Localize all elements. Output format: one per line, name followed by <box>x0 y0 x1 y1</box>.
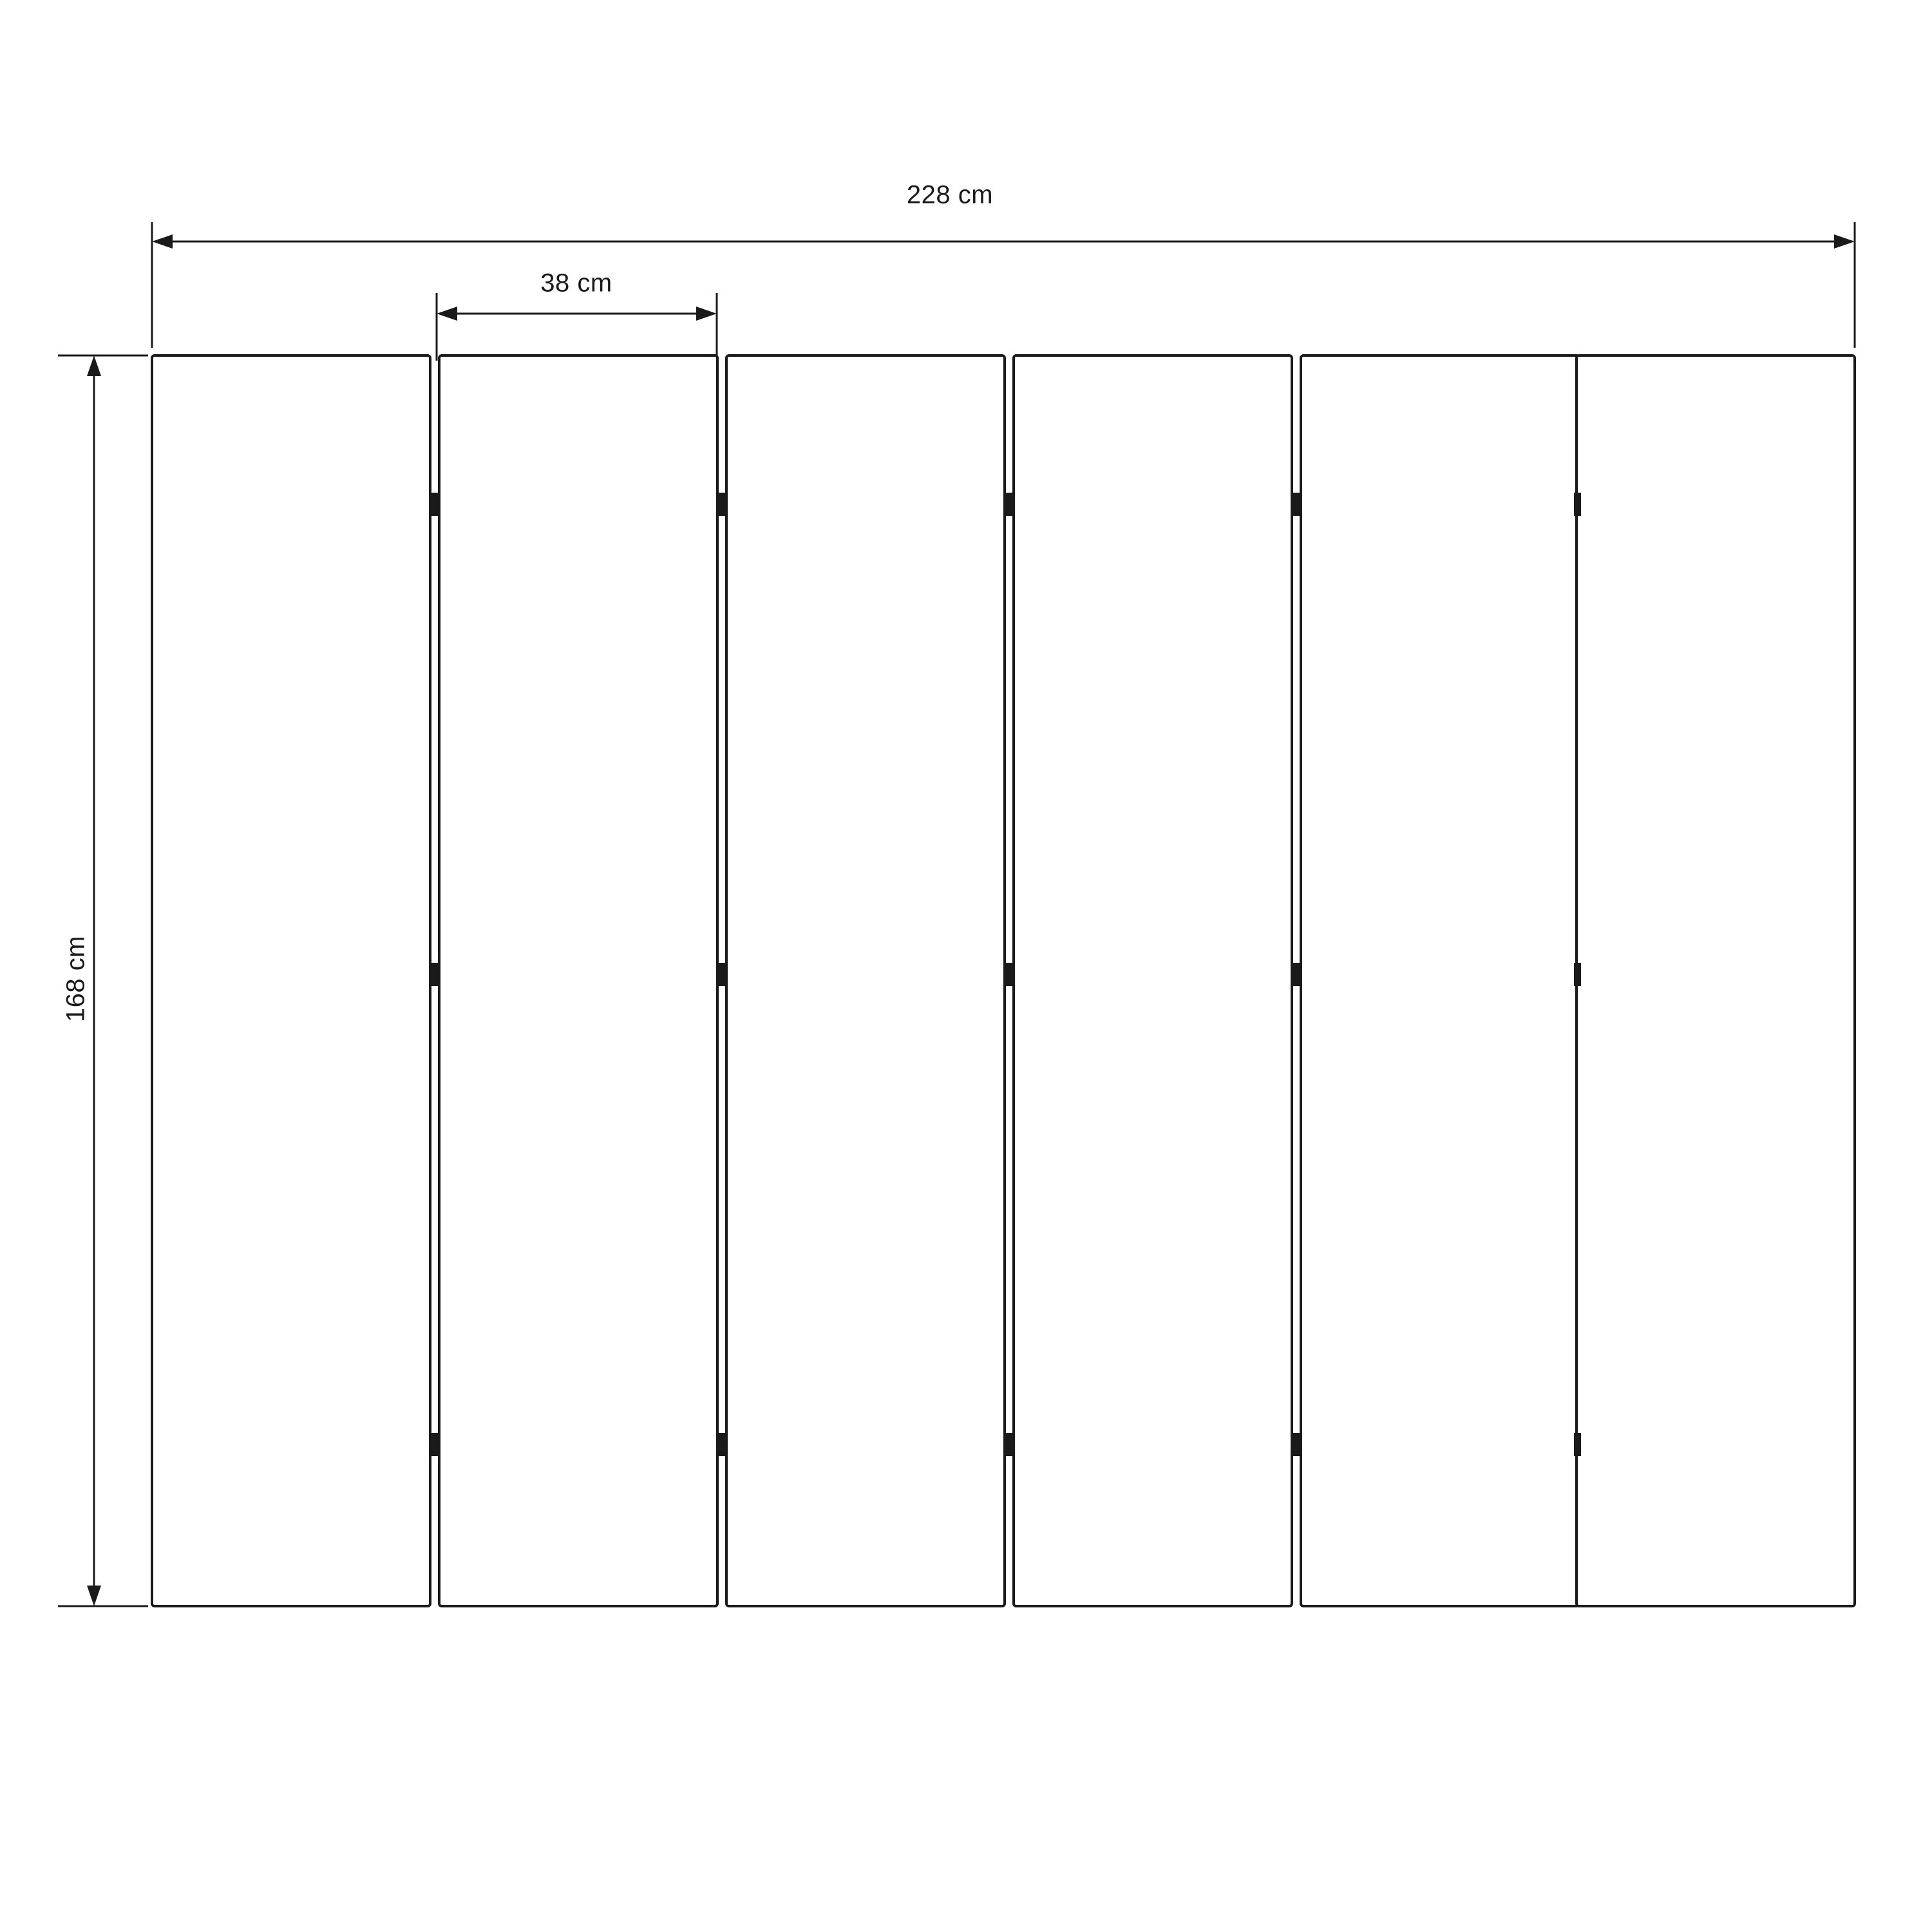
overall-height-label: 168 cm <box>61 935 90 1023</box>
panel-group <box>152 355 1855 1606</box>
hinge-seam5-bottom <box>1574 1433 1581 1456</box>
arrowhead-right <box>1834 234 1855 249</box>
hinge-seam1-middle <box>431 963 438 986</box>
hinge-seam1-top <box>431 493 438 516</box>
hinge-seam2-bottom <box>718 1433 725 1456</box>
panel-3 <box>726 355 1005 1606</box>
arrowhead-panel-right <box>696 307 717 321</box>
panel-width-dimension-group <box>437 293 717 361</box>
hinge-seam5-middle <box>1574 963 1581 986</box>
panel-6 <box>1577 355 1855 1606</box>
panel-width-label: 38 cm <box>540 269 612 298</box>
arrowhead-panel-left <box>437 307 457 321</box>
overall-width-label: 228 cm <box>906 180 994 209</box>
arrowhead-top <box>87 355 101 376</box>
arrowhead-bottom <box>87 1586 101 1606</box>
hinge-seam3-middle <box>1005 963 1012 986</box>
arrowhead-left <box>152 234 173 249</box>
hinge-seam3-bottom <box>1005 1433 1012 1456</box>
panel-4 <box>1014 355 1292 1606</box>
panel-2 <box>439 355 717 1606</box>
hinge-seam2-top <box>718 493 725 516</box>
hinge-seam4-bottom <box>1293 1433 1300 1456</box>
hinge-seam1-bottom <box>431 1433 438 1456</box>
hinge-seam5-top <box>1574 493 1581 516</box>
panel-1 <box>152 355 430 1606</box>
hinge-seam4-middle <box>1293 963 1300 986</box>
hinge-seam2-middle <box>718 963 725 986</box>
overall-width-dimension-group <box>152 222 1855 348</box>
panel-5 <box>1301 355 1579 1606</box>
hinge-seam4-top <box>1293 493 1300 516</box>
hinge-seam3-top <box>1005 493 1012 516</box>
